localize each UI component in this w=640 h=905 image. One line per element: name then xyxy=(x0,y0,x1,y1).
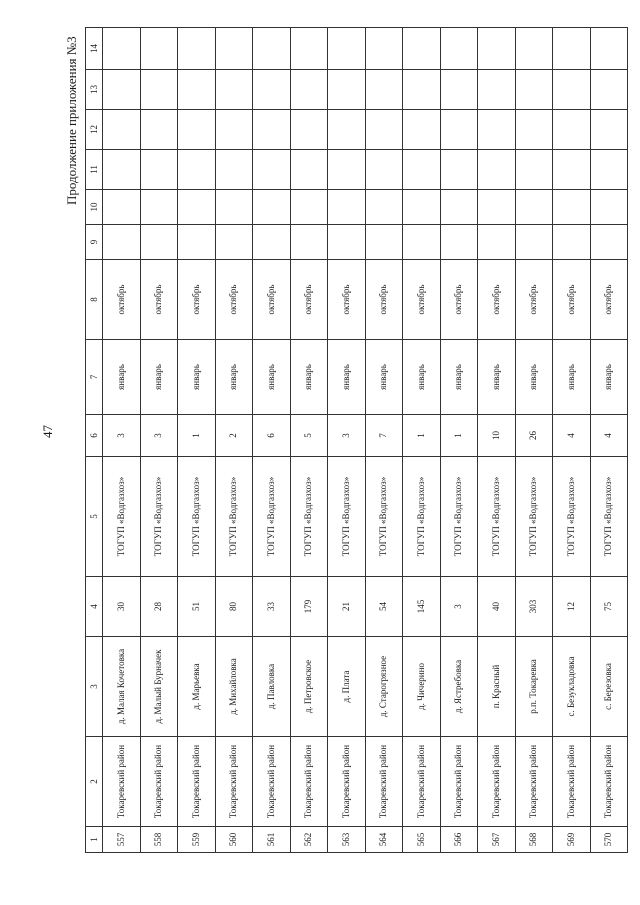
table-cell: 303 xyxy=(515,577,553,637)
table-cell xyxy=(440,70,478,110)
table-cell: 2 xyxy=(215,415,253,457)
table-cell: д. Старогрязное xyxy=(365,637,403,737)
table-body xyxy=(86,28,628,853)
table-cell xyxy=(403,150,441,190)
table-cell: октябрь xyxy=(515,260,553,340)
table-cell: октябрь xyxy=(590,260,628,340)
table-cell xyxy=(478,70,516,110)
column-number: 6 xyxy=(86,415,103,457)
table-cell xyxy=(365,110,403,150)
column-number: 9 xyxy=(86,225,103,260)
table-cell xyxy=(403,225,441,260)
table-cell: 1 xyxy=(178,415,216,457)
table-cell: 51 xyxy=(178,577,216,637)
table-cell: Токаревский район xyxy=(553,737,591,827)
table-cell: ТОГУП «Водгазхоз» xyxy=(478,457,516,577)
header-row xyxy=(86,28,103,853)
table-cell: ТОГУП «Водгазхоз» xyxy=(178,457,216,577)
table-cell: январь xyxy=(140,340,178,415)
table-cell: 179 xyxy=(290,577,328,637)
table-cell: 33 xyxy=(253,577,291,637)
table-cell: 557 xyxy=(103,827,141,853)
table-cell: январь xyxy=(328,340,366,415)
table-cell: 567 xyxy=(478,827,516,853)
table-cell: ТОГУП «Водгазхоз» xyxy=(553,457,591,577)
table-cell xyxy=(103,225,141,260)
table-cell xyxy=(328,110,366,150)
table-cell xyxy=(290,70,328,110)
table-cell: январь xyxy=(403,340,441,415)
table-cell xyxy=(328,28,366,70)
table-cell xyxy=(215,70,253,110)
table-cell xyxy=(590,225,628,260)
table-cell xyxy=(478,190,516,225)
table-cell xyxy=(215,28,253,70)
table-cell: 565 xyxy=(403,827,441,853)
table-cell xyxy=(440,28,478,70)
table-cell xyxy=(478,150,516,190)
table-cell xyxy=(515,70,553,110)
table-cell: 559 xyxy=(178,827,216,853)
page-number: 47 xyxy=(40,425,55,438)
table-cell: октябрь xyxy=(478,260,516,340)
table-cell: п. Красный xyxy=(478,637,516,737)
table-cell xyxy=(365,190,403,225)
table-cell: 568 xyxy=(515,827,553,853)
table-cell xyxy=(253,150,291,190)
table-cell: 28 xyxy=(140,577,178,637)
table-cell: Токаревский район xyxy=(253,737,291,827)
table-cell xyxy=(478,225,516,260)
table-cell: 564 xyxy=(365,827,403,853)
table-cell xyxy=(365,225,403,260)
table-cell: р.п. Токаревка xyxy=(515,637,553,737)
table-cell: Токаревский район xyxy=(365,737,403,827)
table-cell: 54 xyxy=(365,577,403,637)
table-row xyxy=(590,28,628,853)
table-cell: 1 xyxy=(440,415,478,457)
table-cell: д. Ястребовка xyxy=(440,637,478,737)
table-cell xyxy=(553,28,591,70)
column-number: 10 xyxy=(86,190,103,225)
table-cell: ТОГУП «Водгазхоз» xyxy=(215,457,253,577)
table-cell: 80 xyxy=(215,577,253,637)
table-cell xyxy=(103,150,141,190)
table-cell: с. Березовка xyxy=(590,637,628,737)
table-cell: ТОГУП «Водгазхоз» xyxy=(290,457,328,577)
table-row xyxy=(215,28,253,853)
table-cell: ТОГУП «Водгазхоз» xyxy=(365,457,403,577)
table-cell: январь xyxy=(515,340,553,415)
table-cell xyxy=(478,28,516,70)
table-cell xyxy=(290,190,328,225)
table-cell xyxy=(553,150,591,190)
table-cell: д. Малый Бурначек xyxy=(140,637,178,737)
table-cell: 3 xyxy=(440,577,478,637)
table-cell xyxy=(590,110,628,150)
table-cell xyxy=(403,110,441,150)
table-cell xyxy=(103,190,141,225)
table-cell xyxy=(290,28,328,70)
table-cell: 561 xyxy=(253,827,291,853)
table-cell: 563 xyxy=(328,827,366,853)
table-cell xyxy=(590,70,628,110)
table-row xyxy=(290,28,328,853)
table-cell xyxy=(140,225,178,260)
table-cell xyxy=(215,150,253,190)
table-cell: 7 xyxy=(365,415,403,457)
table-cell: 4 xyxy=(553,415,591,457)
table-cell: 40 xyxy=(478,577,516,637)
table-cell: ТОГУП «Водгазхоз» xyxy=(103,457,141,577)
table-cell xyxy=(253,28,291,70)
table-cell xyxy=(440,225,478,260)
table-cell: 570 xyxy=(590,827,628,853)
table-cell xyxy=(515,110,553,150)
table-cell xyxy=(290,110,328,150)
table-cell xyxy=(215,225,253,260)
table-cell: 569 xyxy=(553,827,591,853)
table-cell xyxy=(103,70,141,110)
table-cell xyxy=(140,190,178,225)
table-cell: январь xyxy=(365,340,403,415)
table-cell: январь xyxy=(478,340,516,415)
column-number: 12 xyxy=(86,110,103,150)
table-cell: январь xyxy=(590,340,628,415)
table-cell: Токаревский район xyxy=(290,737,328,827)
table-cell: д. Чичерино xyxy=(403,637,441,737)
table-cell: 75 xyxy=(590,577,628,637)
table-cell xyxy=(440,190,478,225)
table-cell xyxy=(365,28,403,70)
column-number: 7 xyxy=(86,340,103,415)
table-cell xyxy=(515,150,553,190)
table-cell xyxy=(215,110,253,150)
table-cell xyxy=(103,28,141,70)
table-cell xyxy=(140,70,178,110)
table-cell: 1 xyxy=(403,415,441,457)
table-cell: Токаревский район xyxy=(440,737,478,827)
table-cell: д. Петровское xyxy=(290,637,328,737)
table-cell: октябрь xyxy=(215,260,253,340)
table-cell xyxy=(178,70,216,110)
table-cell xyxy=(328,150,366,190)
table-cell: 10 xyxy=(478,415,516,457)
table-cell xyxy=(178,28,216,70)
table-cell: 558 xyxy=(140,827,178,853)
table-cell: Токаревский район xyxy=(590,737,628,827)
table-cell xyxy=(178,110,216,150)
column-number: 5 xyxy=(86,457,103,577)
continuation-caption: Продолжение приложения №3 xyxy=(64,36,79,205)
table-cell: январь xyxy=(253,340,291,415)
table-cell xyxy=(140,150,178,190)
table-cell xyxy=(178,225,216,260)
table-cell: д. Марьевка xyxy=(178,637,216,737)
table-cell: 145 xyxy=(403,577,441,637)
table-row xyxy=(140,28,178,853)
column-number: 1 xyxy=(86,827,103,853)
table-cell xyxy=(328,225,366,260)
table-cell xyxy=(553,225,591,260)
table-cell: 21 xyxy=(328,577,366,637)
table-cell xyxy=(515,190,553,225)
table-cell: Токаревский район xyxy=(403,737,441,827)
table-cell xyxy=(365,70,403,110)
table-cell xyxy=(365,150,403,190)
table-cell xyxy=(328,190,366,225)
table-cell xyxy=(403,190,441,225)
table-cell: Токаревский район xyxy=(103,737,141,827)
table-row xyxy=(365,28,403,853)
table-cell: д. Плата xyxy=(328,637,366,737)
table-row xyxy=(553,28,591,853)
table-cell: д. Михайловка xyxy=(215,637,253,737)
table-row xyxy=(328,28,366,853)
table-row xyxy=(515,28,553,853)
table-cell: октябрь xyxy=(553,260,591,340)
table-cell: октябрь xyxy=(365,260,403,340)
table-cell: 3 xyxy=(140,415,178,457)
table-cell: 4 xyxy=(590,415,628,457)
table-cell: 12 xyxy=(553,577,591,637)
table-cell xyxy=(178,190,216,225)
table-cell xyxy=(590,150,628,190)
table-cell: Токаревский район xyxy=(328,737,366,827)
column-number: 3 xyxy=(86,637,103,737)
table-cell: октябрь xyxy=(140,260,178,340)
table-cell xyxy=(590,28,628,70)
table-cell xyxy=(553,70,591,110)
column-number: 8 xyxy=(86,260,103,340)
table-cell: 566 xyxy=(440,827,478,853)
table-row xyxy=(253,28,291,853)
table-cell: ТОГУП «Водгазхоз» xyxy=(253,457,291,577)
table-cell: с. Безукладовка xyxy=(553,637,591,737)
table-cell: январь xyxy=(178,340,216,415)
table-row xyxy=(403,28,441,853)
table-row xyxy=(478,28,516,853)
table-cell xyxy=(590,190,628,225)
table-cell xyxy=(440,150,478,190)
data-table xyxy=(85,27,628,853)
table-cell: 562 xyxy=(290,827,328,853)
table-cell: январь xyxy=(290,340,328,415)
table-cell xyxy=(140,28,178,70)
table-cell xyxy=(290,225,328,260)
table-cell: январь xyxy=(553,340,591,415)
table-cell: ТОГУП «Водгазхоз» xyxy=(515,457,553,577)
table-cell: 26 xyxy=(515,415,553,457)
table-cell xyxy=(178,150,216,190)
rotated-table-wrapper xyxy=(85,28,628,853)
table-cell xyxy=(328,70,366,110)
table-cell: ТОГУП «Водгазхоз» xyxy=(440,457,478,577)
table-cell: д. Павловка xyxy=(253,637,291,737)
table-cell: Токаревский район xyxy=(178,737,216,827)
table-cell xyxy=(478,110,516,150)
table-cell xyxy=(253,190,291,225)
table-cell: ТОГУП «Водгазхоз» xyxy=(140,457,178,577)
column-number: 14 xyxy=(86,28,103,70)
table-cell xyxy=(515,28,553,70)
table-cell xyxy=(103,110,141,150)
table-cell: октябрь xyxy=(103,260,141,340)
table-cell: Токаревский район xyxy=(478,737,516,827)
table-cell xyxy=(253,70,291,110)
table-cell: октябрь xyxy=(403,260,441,340)
table-cell xyxy=(553,190,591,225)
table-cell: октябрь xyxy=(328,260,366,340)
table-cell: 560 xyxy=(215,827,253,853)
table-cell xyxy=(140,110,178,150)
table-cell: ТОГУП «Водгазхоз» xyxy=(590,457,628,577)
column-number: 11 xyxy=(86,150,103,190)
table-cell: Токаревский район xyxy=(215,737,253,827)
table-cell: январь xyxy=(103,340,141,415)
table-cell xyxy=(440,110,478,150)
table-cell xyxy=(403,28,441,70)
table-row xyxy=(178,28,216,853)
table-cell: октябрь xyxy=(253,260,291,340)
table-cell: 30 xyxy=(103,577,141,637)
table-cell: Токаревский район xyxy=(515,737,553,827)
table-cell: октябрь xyxy=(290,260,328,340)
table-cell xyxy=(253,225,291,260)
column-number: 4 xyxy=(86,577,103,637)
table-cell xyxy=(253,110,291,150)
table-cell: ТОГУП «Водгазхоз» xyxy=(328,457,366,577)
table-cell: 5 xyxy=(290,415,328,457)
table-cell xyxy=(290,150,328,190)
table-cell xyxy=(403,70,441,110)
table-cell: октябрь xyxy=(178,260,216,340)
table-row xyxy=(440,28,478,853)
column-number: 2 xyxy=(86,737,103,827)
table-cell: октябрь xyxy=(440,260,478,340)
table-cell: январь xyxy=(215,340,253,415)
table-cell: ТОГУП «Водгазхоз» xyxy=(403,457,441,577)
table-cell: 6 xyxy=(253,415,291,457)
table-cell: 3 xyxy=(328,415,366,457)
table-cell: д. Малая Кочетовка xyxy=(103,637,141,737)
table-cell: 3 xyxy=(103,415,141,457)
table-cell xyxy=(215,190,253,225)
table-cell xyxy=(553,110,591,150)
table-cell: Токаревский район xyxy=(140,737,178,827)
table-row xyxy=(103,28,141,853)
column-number: 13 xyxy=(86,70,103,110)
table-cell xyxy=(515,225,553,260)
table-cell: январь xyxy=(440,340,478,415)
